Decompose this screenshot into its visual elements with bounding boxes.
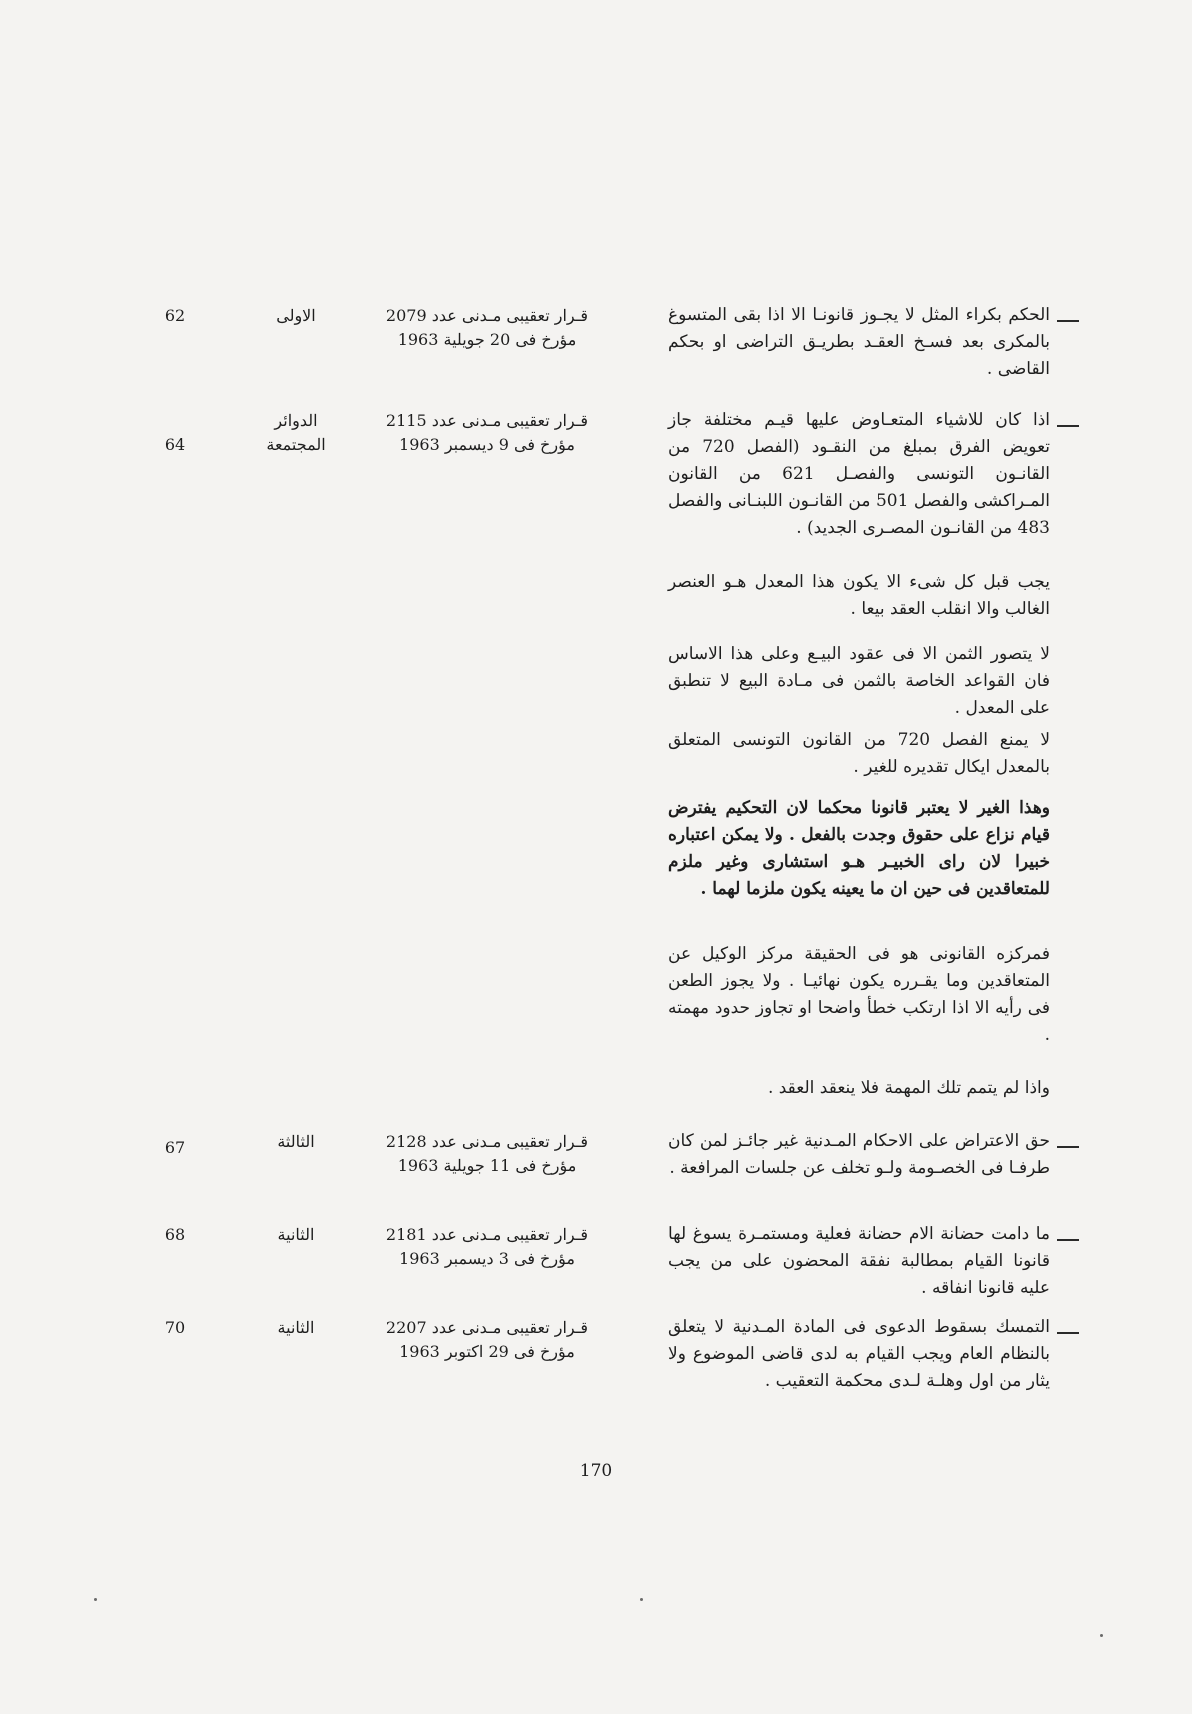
- chamber-label: [246, 409, 346, 457]
- summary-paragraph: فمركزه القانونى هو فى الحقيقة مركز الوكيل عن المتعاقدين وما يقـرره يكون نهائيـا . ولا يجوز الطعن فى رأيه الا اذا ارتكب خطأ واضحا او تجاوز حدود مهمته .: [668, 944, 1050, 1045]
- summary-paragraph: يجب قبل كل شىء الا يكون هذا المعدل هـو العنصر الغالب والا انقلب العقد بيعا .: [668, 572, 1050, 619]
- entry-dash: [1057, 1239, 1079, 1241]
- summary-paragraph: حق الاعتراض على الاحكام المـدنية غير جائـز لمن كان طرفـا فى الخصـومة ولـو تخلف عن جلسات المرافعة .: [668, 1131, 1050, 1178]
- chamber-label: [246, 1316, 346, 1340]
- scan-speck: [1100, 1634, 1103, 1637]
- reference-number: 67: [164, 1138, 186, 1157]
- decision-reference: [356, 409, 618, 457]
- summary-paragraph: ما دامت حضانة الام حضانة فعلية ومستمـرة يسوغ لها قانونا القيام بمطالبة نفقة المحضون على من يجب عليه قانونا انفاقه .: [668, 1224, 1050, 1298]
- chamber-line: الاولى: [276, 306, 316, 325]
- entry-dash: [1057, 425, 1079, 427]
- chamber-line: الثانية: [277, 1318, 315, 1337]
- chamber-label: [246, 1130, 346, 1154]
- decision-number: قـرار تعقيبى مـدنى عدد 2079: [385, 306, 589, 325]
- chamber-line: الثالثة: [277, 1132, 315, 1151]
- decision-reference: [356, 1223, 618, 1271]
- summary-paragraph: واذا لم يتمم تلك المهمة فلا ينعقد العقد .: [767, 1078, 1050, 1098]
- entry-dash: [1057, 1332, 1079, 1334]
- decision-reference: [356, 1130, 618, 1178]
- scan-speck: [94, 1598, 97, 1601]
- chamber-line: الثانية: [277, 1225, 315, 1244]
- decision-date: مؤرخ فى 3 ديسمبر 1963: [399, 1249, 575, 1268]
- summary-paragraph: اذا كان للاشياء المتعـاوض عليها قيـم مختلفة جاز تعويض الفرق بمبلغ من النقـود (الفصل 720 من القانـون التونسى والفصـل 621 من القانون المـراكشى والفصل 501 من القانـون اللبنـانى والفصل 483 من القانـون المصـرى الجديد) .: [668, 410, 1051, 538]
- decision-number: قـرار تعقيبى مـدنى عدد 2181: [385, 1225, 589, 1244]
- chamber-line: الدوائر: [274, 411, 318, 430]
- entry-dash: [1057, 1146, 1079, 1148]
- summary-paragraph: وهذا الغير لا يعتبر قانونا محكما لان التحكيم يفترض قيام نزاع على حقوق وجدت بالفعل . ولا يمكن اعتباره خبيرا لان راى الخبيـر هـو استشارى وغير ملزم للمتعاقدين فى حين ان ما يعينه يكون ملزما لهما .: [668, 798, 1050, 899]
- chamber-label: [246, 1223, 346, 1247]
- decision-number: قـرار تعقيبى مـدنى عدد 2128: [385, 1132, 589, 1151]
- decision-date: مؤرخ فى 9 ديسمبر 1963: [399, 435, 575, 454]
- chamber-label: [246, 304, 346, 328]
- decision-date: مؤرخ فى 11 جويلية 1963: [397, 1156, 577, 1175]
- decision-reference: [356, 304, 618, 352]
- summary-paragraph: التمسك بسقوط الدعوى فى المادة المـدنية لا يتعلق بالنظام العام ويجب القيام به لدى قاضى الموضوع ولا يثار من اول وهلـة لـدى محكمة التعقيب .: [668, 1317, 1050, 1391]
- reference-number: 70: [164, 1318, 186, 1337]
- page-number: 170: [579, 1461, 613, 1481]
- decision-reference: [356, 1316, 618, 1364]
- entry-dash: [1057, 320, 1079, 322]
- reference-number: 64: [164, 435, 186, 454]
- reference-number: 62: [164, 306, 186, 325]
- decision-number: قـرار تعقيبى مـدنى عدد 2207: [385, 1318, 589, 1337]
- chamber-line: المجتمعة: [266, 435, 326, 454]
- decision-number: قـرار تعقيبى مـدنى عدد 2115: [385, 411, 589, 430]
- scan-speck: [640, 1598, 643, 1601]
- decision-date: مؤرخ فى 29 اكتوبر 1963: [399, 1342, 575, 1361]
- summary-paragraph: لا يمنع الفصل 720 من القانون التونسى المتعلق بالمعدل ايكال تقديره للغير .: [668, 730, 1051, 777]
- decision-date: مؤرخ فى 20 جويلية 1963: [397, 330, 577, 349]
- summary-paragraph: الحكم بكراء المثل لا يجـوز قانونـا الا اذا بقى المتسوغ بالمكرى بعد فسـخ العقـد بطريـق التراضى او بحكم القاضى .: [668, 305, 1050, 379]
- reference-number: 68: [164, 1225, 186, 1244]
- summary-paragraph: لا يتصور الثمن الا فى عقود البيـع وعلى هذا الاساس فان القواعد الخاصة بالثمن فى مـادة البيع لا تنطبق على المعدل .: [668, 644, 1050, 718]
